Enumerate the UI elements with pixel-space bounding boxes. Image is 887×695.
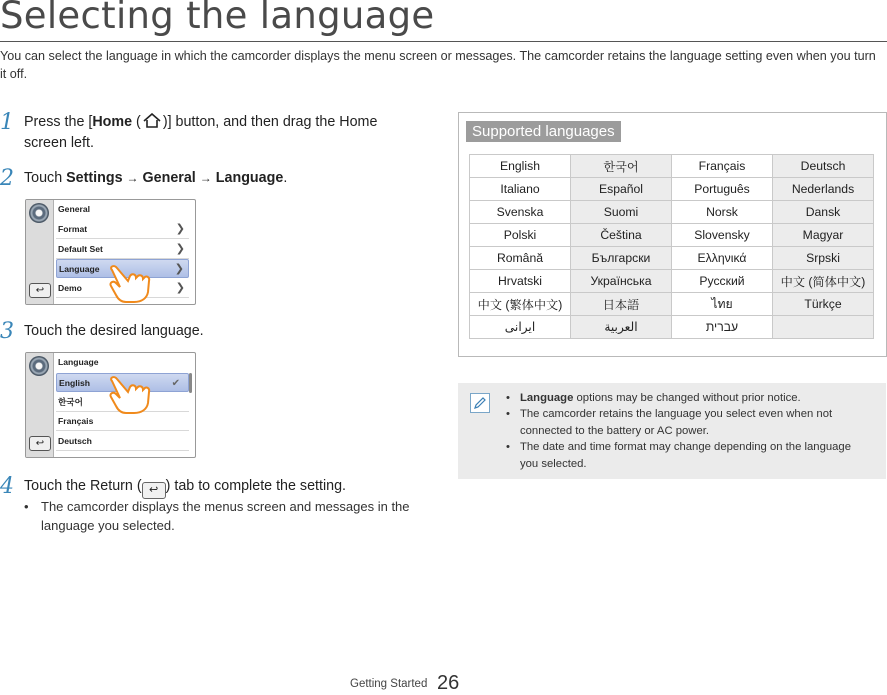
screen-sidebar: [26, 200, 54, 304]
language-cell: Русский: [672, 270, 773, 293]
language-cell: English: [470, 155, 571, 178]
language-cell: Magyar: [773, 224, 874, 247]
chevron-right-icon: ❯: [175, 282, 185, 294]
step-number: 4: [0, 474, 14, 499]
step-text: Touch the desired language.: [24, 323, 204, 339]
step-number: 3: [0, 319, 14, 344]
language-cell: Srpski: [773, 247, 874, 270]
language-cell: [773, 316, 874, 339]
step-text: Touch Settings → General → Language.: [24, 168, 414, 189]
language-cell: Deutsch: [773, 155, 874, 178]
return-tab[interactable]: ↩: [29, 436, 51, 451]
languages-row: [470, 155, 874, 178]
language-cell: Български: [571, 247, 672, 270]
chevron-right-icon: ❯: [175, 223, 185, 235]
supported-languages-box: [458, 112, 887, 357]
language-screen: [25, 352, 196, 458]
note-box: • Language options may be changed without prior notice. • The camcorder retains the language you select even when not connected to the battery or AC power. • The date and time format may change depending on the language you selected.: [458, 383, 886, 479]
step-number: 2: [0, 166, 14, 191]
language-cell: Română: [470, 247, 571, 270]
menu-item-default-set[interactable]: Default Set ❯: [56, 240, 189, 259]
language-cell: Dansk: [773, 201, 874, 224]
language-option-english[interactable]: English ✔: [56, 373, 189, 392]
screen-header: Language: [58, 357, 99, 367]
language-cell: Hrvatski: [470, 270, 571, 293]
return-tab[interactable]: ↩: [29, 283, 51, 298]
home-icon: [141, 113, 163, 129]
chevron-right-icon: ❯: [174, 263, 184, 275]
language-cell: Slovensky: [672, 224, 773, 247]
title-divider: [0, 41, 887, 42]
menu-item-demo[interactable]: Demo ❯: [56, 279, 189, 298]
language-cell: עברית: [672, 316, 773, 339]
languages-table: [469, 154, 874, 339]
languages-row: [470, 201, 874, 224]
language-cell: 日本語: [571, 293, 672, 316]
menu-item-format[interactable]: Format ❯: [56, 220, 189, 239]
settings-general-screen: [25, 199, 196, 305]
language-cell: Norsk: [672, 201, 773, 224]
screen-header: General: [58, 204, 91, 214]
language-cell: Italiano: [470, 178, 571, 201]
language-cell: Suomi: [571, 201, 672, 224]
arrow-icon: →: [199, 171, 212, 185]
language-option-korean[interactable]: 한국어: [56, 393, 189, 412]
chevron-right-icon: ❯: [175, 243, 185, 255]
note-pencil-icon: [470, 393, 490, 413]
language-cell: العربية: [571, 316, 672, 339]
screen-sidebar: [26, 353, 54, 457]
step-number: 1: [0, 110, 14, 135]
settings-gear-icon: [29, 356, 49, 376]
footer-section-label: Getting Started: [350, 678, 428, 690]
language-cell: ไทย: [672, 293, 773, 316]
languages-row: [470, 224, 874, 247]
language-cell: Polski: [470, 224, 571, 247]
languages-row: [470, 247, 874, 270]
language-option-french[interactable]: Français: [56, 412, 189, 431]
step-text: Press the [Home ( )] button, and then drag the Home screen left.: [24, 114, 378, 151]
touch-hand-icon: [106, 264, 166, 304]
languages-row: [470, 270, 874, 293]
language-cell: 中文 (繁体中文): [470, 293, 571, 316]
check-icon: ✔: [171, 378, 180, 389]
languages-row: [470, 293, 874, 316]
language-cell: Français: [672, 155, 773, 178]
return-icon: ↩: [142, 482, 166, 499]
languages-row: [470, 178, 874, 201]
language-cell: Svenska: [470, 201, 571, 224]
scrollbar[interactable]: [189, 373, 192, 393]
step-text: Touch the Return ( ↩ ) tab to complete the setting.: [24, 476, 414, 499]
language-cell: Türkçe: [773, 293, 874, 316]
language-cell: 한국어: [571, 155, 672, 178]
menu-item-language[interactable]: Language ❯: [56, 259, 189, 278]
language-cell: Čeština: [571, 224, 672, 247]
touch-hand-icon: [106, 375, 166, 415]
language-cell: Українська: [571, 270, 672, 293]
page-title: Selecting the language: [0, 0, 435, 37]
language-cell: 中文 (简体中文): [773, 270, 874, 293]
arrow-icon: →: [126, 171, 139, 185]
page-number: 26: [437, 672, 460, 694]
intro-paragraph: You can select the language in which the camcorder displays the menu screen or messages. The camcorder retains the language setting even when you turn it off.: [0, 49, 876, 81]
supported-languages-header: Supported languages: [466, 121, 621, 142]
languages-row: [470, 316, 874, 339]
language-cell: Ελληνικά: [672, 247, 773, 270]
language-cell: ایرانی: [470, 316, 571, 339]
language-cell: Español: [571, 178, 672, 201]
settings-gear-icon: [29, 203, 49, 223]
language-cell: Português: [672, 178, 773, 201]
language-option-german[interactable]: Deutsch: [56, 432, 189, 451]
language-cell: Nederlands: [773, 178, 874, 201]
